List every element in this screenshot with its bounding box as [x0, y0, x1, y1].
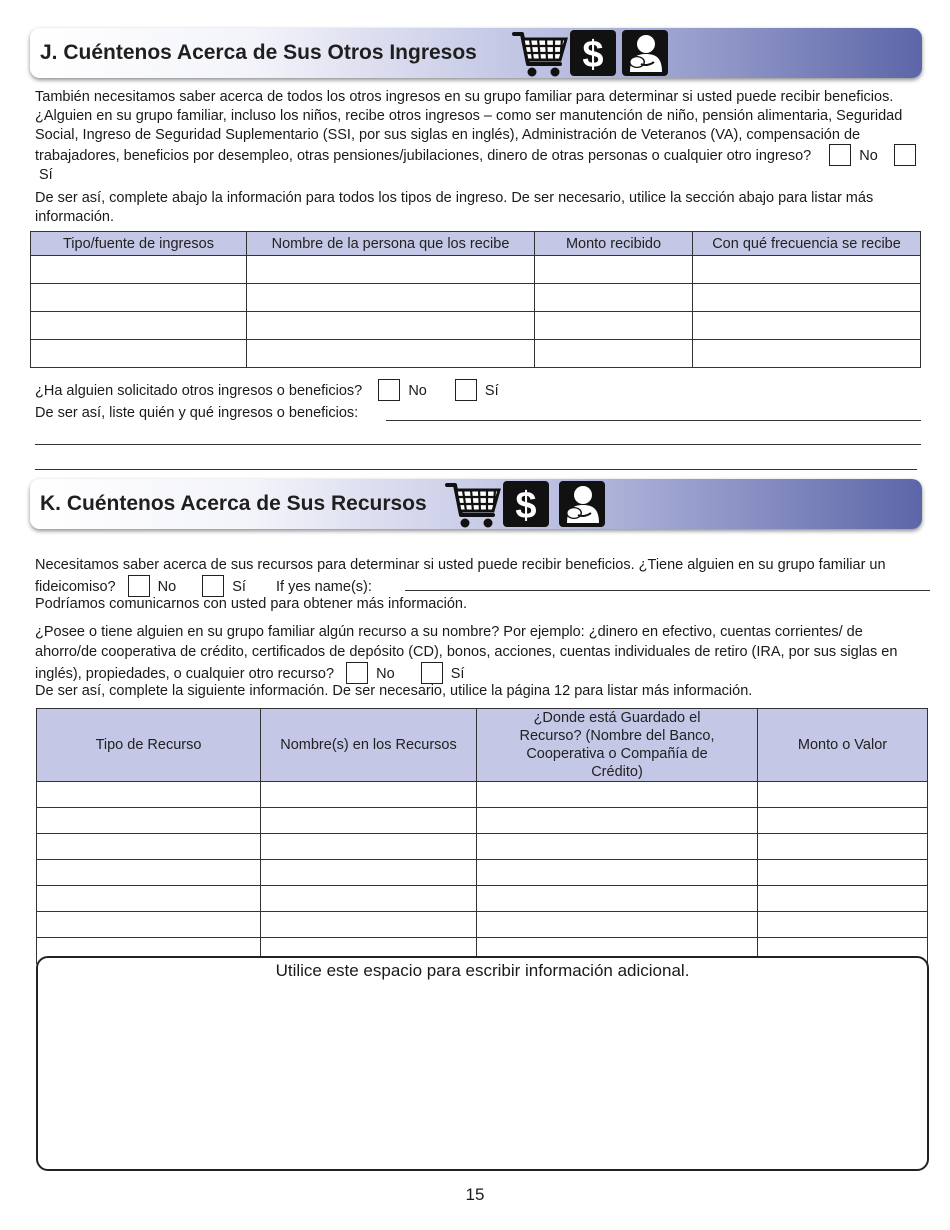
trust-no-label: No: [157, 579, 177, 595]
other-income-si-label: Sí: [39, 167, 53, 184]
table-row: [37, 886, 928, 912]
applied-benefits-no-checkbox[interactable]: [378, 379, 400, 401]
table-cell[interactable]: [693, 284, 921, 312]
parent-child-icon: [622, 30, 668, 76]
table-cell[interactable]: [758, 834, 928, 860]
table-row: [37, 860, 928, 886]
table-cell[interactable]: [535, 340, 693, 368]
table-cell[interactable]: [477, 782, 758, 808]
table-cell[interactable]: [477, 808, 758, 834]
table-cell[interactable]: [693, 256, 921, 284]
section-j-intro-text: También necesitamos saber acerca de todos los otros ingresos en su grupo familiar para determinar si usted puede recibir beneficios. ¿Alguien en su grupo familiar, incluso los niños, recibe otros ingresos – como ser manutención de niño, pensión alimentaria, Seguridad Social, Ingreso de Seguridad Suplementario (SSI, por sus siglas en inglés), Administración de Veteranos (VA), compensación de trabajadores, beneficios por desempleo, otras pensiones/jubilaciones, dinero de otras personas o cualquier otro ingreso?: [35, 89, 903, 165]
resources-no-checkbox[interactable]: [346, 662, 368, 684]
income-col-person: Nombre de la persona que los recibe: [247, 232, 535, 256]
table-cell[interactable]: [477, 860, 758, 886]
table-row: [37, 834, 928, 860]
resources-question-block: [35, 622, 920, 684]
list-prompt: De ser así, liste quién y qué ingresos o beneficios:: [35, 405, 359, 421]
income-col-amount: Monto recibido: [535, 232, 693, 256]
table-cell[interactable]: [693, 340, 921, 368]
resources-si-label: Sí: [450, 666, 465, 682]
table-cell[interactable]: [261, 782, 477, 808]
section-j-intro: [35, 88, 920, 185]
page-number: 15: [465, 1185, 485, 1204]
table-cell[interactable]: [477, 834, 758, 860]
section-j-instructions: De ser así, complete abajo la información para todos los tipos de ingreso. De ser necesario, utilice la sección abajo para listar más información.: [35, 190, 874, 225]
applied-benefits-question: ¿Ha alguien solicitado otros ingresos o beneficios?: [35, 383, 363, 399]
table-cell[interactable]: [758, 782, 928, 808]
applied-benefits-si-label: Sí: [484, 383, 499, 399]
table-cell[interactable]: [31, 312, 247, 340]
income-col-type: Tipo/fuente de ingresos: [31, 232, 247, 256]
table-cell[interactable]: [247, 284, 535, 312]
list-answer-line-2[interactable]: [35, 444, 921, 445]
table-cell[interactable]: [477, 912, 758, 938]
table-row: [31, 312, 921, 340]
svg-text:$: $: [582, 34, 604, 74]
table-cell[interactable]: [247, 256, 535, 284]
list-answer-line-3[interactable]: [35, 469, 917, 470]
table-cell[interactable]: [758, 808, 928, 834]
table-cell[interactable]: [247, 340, 535, 368]
section-j-banner: [30, 28, 922, 78]
trust-names-line[interactable]: [405, 590, 930, 591]
table-cell[interactable]: [37, 782, 261, 808]
dollar-icon: [570, 30, 616, 76]
table-cell[interactable]: [758, 912, 928, 938]
income-col-frequency: Con qué frecuencia se recibe: [693, 232, 921, 256]
table-cell[interactable]: [37, 834, 261, 860]
table-cell[interactable]: [261, 886, 477, 912]
table-cell[interactable]: [477, 886, 758, 912]
table-row: [31, 284, 921, 312]
applied-benefits-no-label: No: [408, 383, 427, 399]
table-cell[interactable]: [31, 284, 247, 312]
shopping-cart-icon: [512, 30, 568, 78]
table-cell[interactable]: [261, 834, 477, 860]
parent-child-icon: [559, 481, 605, 527]
table-row: [31, 340, 921, 368]
resource-col-value: Monto o Valor: [758, 709, 928, 782]
table-row: [37, 808, 928, 834]
table-row: [37, 912, 928, 938]
resources-no-label: No: [376, 666, 395, 682]
table-cell[interactable]: [758, 860, 928, 886]
additional-info-title: Utilice este espacio para escribir información adicional.: [275, 961, 690, 980]
resources-instructions: De ser así, complete la siguiente información. De ser necesario, utilice la página 12 para listar más información.: [35, 683, 753, 699]
table-cell[interactable]: [31, 340, 247, 368]
trust-names-label: If yes name(s):: [276, 579, 372, 595]
table-cell[interactable]: [535, 312, 693, 340]
other-income-table: [30, 231, 921, 368]
table-cell[interactable]: [37, 808, 261, 834]
table-cell[interactable]: [37, 912, 261, 938]
section-k-title: K. Cuéntenos Acerca de Sus Recursos: [40, 492, 427, 515]
trust-no-checkbox[interactable]: [128, 575, 150, 597]
list-answer-line-1[interactable]: [386, 420, 921, 421]
other-income-no-label: No: [859, 148, 878, 165]
svg-text:$: $: [515, 485, 537, 525]
table-cell[interactable]: [37, 886, 261, 912]
contact-note: Podríamos comunicarnos con usted para obtener más información.: [35, 596, 467, 612]
section-k-banner: [30, 479, 922, 529]
resources-question: ¿Posee o tiene alguien en su grupo familiar algún recurso a su nombre? Por ejemplo: ¿dinero en efectivo, cuentas corrientes/ de ahorro/de cooperativa de crédito, certificados de depósito (CD), bonos, acciones, cuentas individuales de retiro (IRA, por sus siglas en inglés), propiedades, o cualquier otro recurso?: [35, 624, 898, 682]
table-cell[interactable]: [37, 860, 261, 886]
resources-table: [36, 708, 928, 964]
table-cell[interactable]: [247, 312, 535, 340]
other-income-si-checkbox[interactable]: [894, 144, 916, 166]
table-cell[interactable]: [535, 256, 693, 284]
table-cell[interactable]: [261, 808, 477, 834]
table-cell[interactable]: [535, 284, 693, 312]
applied-benefits-row: [35, 379, 920, 401]
shopping-cart-icon: [445, 481, 501, 529]
trust-si-label: Sí: [232, 579, 246, 595]
resource-col-names: Nombre(s) en los Recursos: [261, 709, 477, 782]
trust-si-checkbox[interactable]: [202, 575, 224, 597]
table-row: [37, 782, 928, 808]
resource-col-location: ¿Donde está Guardado el Recurso? (Nombre del Banco, Cooperativa o Compañía de Crédito): [477, 709, 758, 782]
table-cell[interactable]: [31, 256, 247, 284]
resources-si-checkbox[interactable]: [421, 662, 443, 684]
applied-benefits-si-checkbox[interactable]: [455, 379, 477, 401]
section-j-title: J. Cuéntenos Acerca de Sus Otros Ingresos: [40, 41, 477, 64]
dollar-icon: [503, 481, 549, 527]
table-cell[interactable]: [261, 912, 477, 938]
table-row: [31, 256, 921, 284]
trust-question: Necesitamos saber acerca de sus recursos para determinar si usted puede recibir beneficios. ¿Tiene alguien en su grupo familiar un fideicomiso?: [35, 557, 886, 595]
table-cell[interactable]: [758, 886, 928, 912]
other-income-no-checkbox[interactable]: [829, 144, 851, 166]
additional-info-box[interactable]: [36, 956, 929, 1171]
table-cell[interactable]: [693, 312, 921, 340]
table-cell[interactable]: [261, 860, 477, 886]
resource-col-type: Tipo de Recurso: [37, 709, 261, 782]
